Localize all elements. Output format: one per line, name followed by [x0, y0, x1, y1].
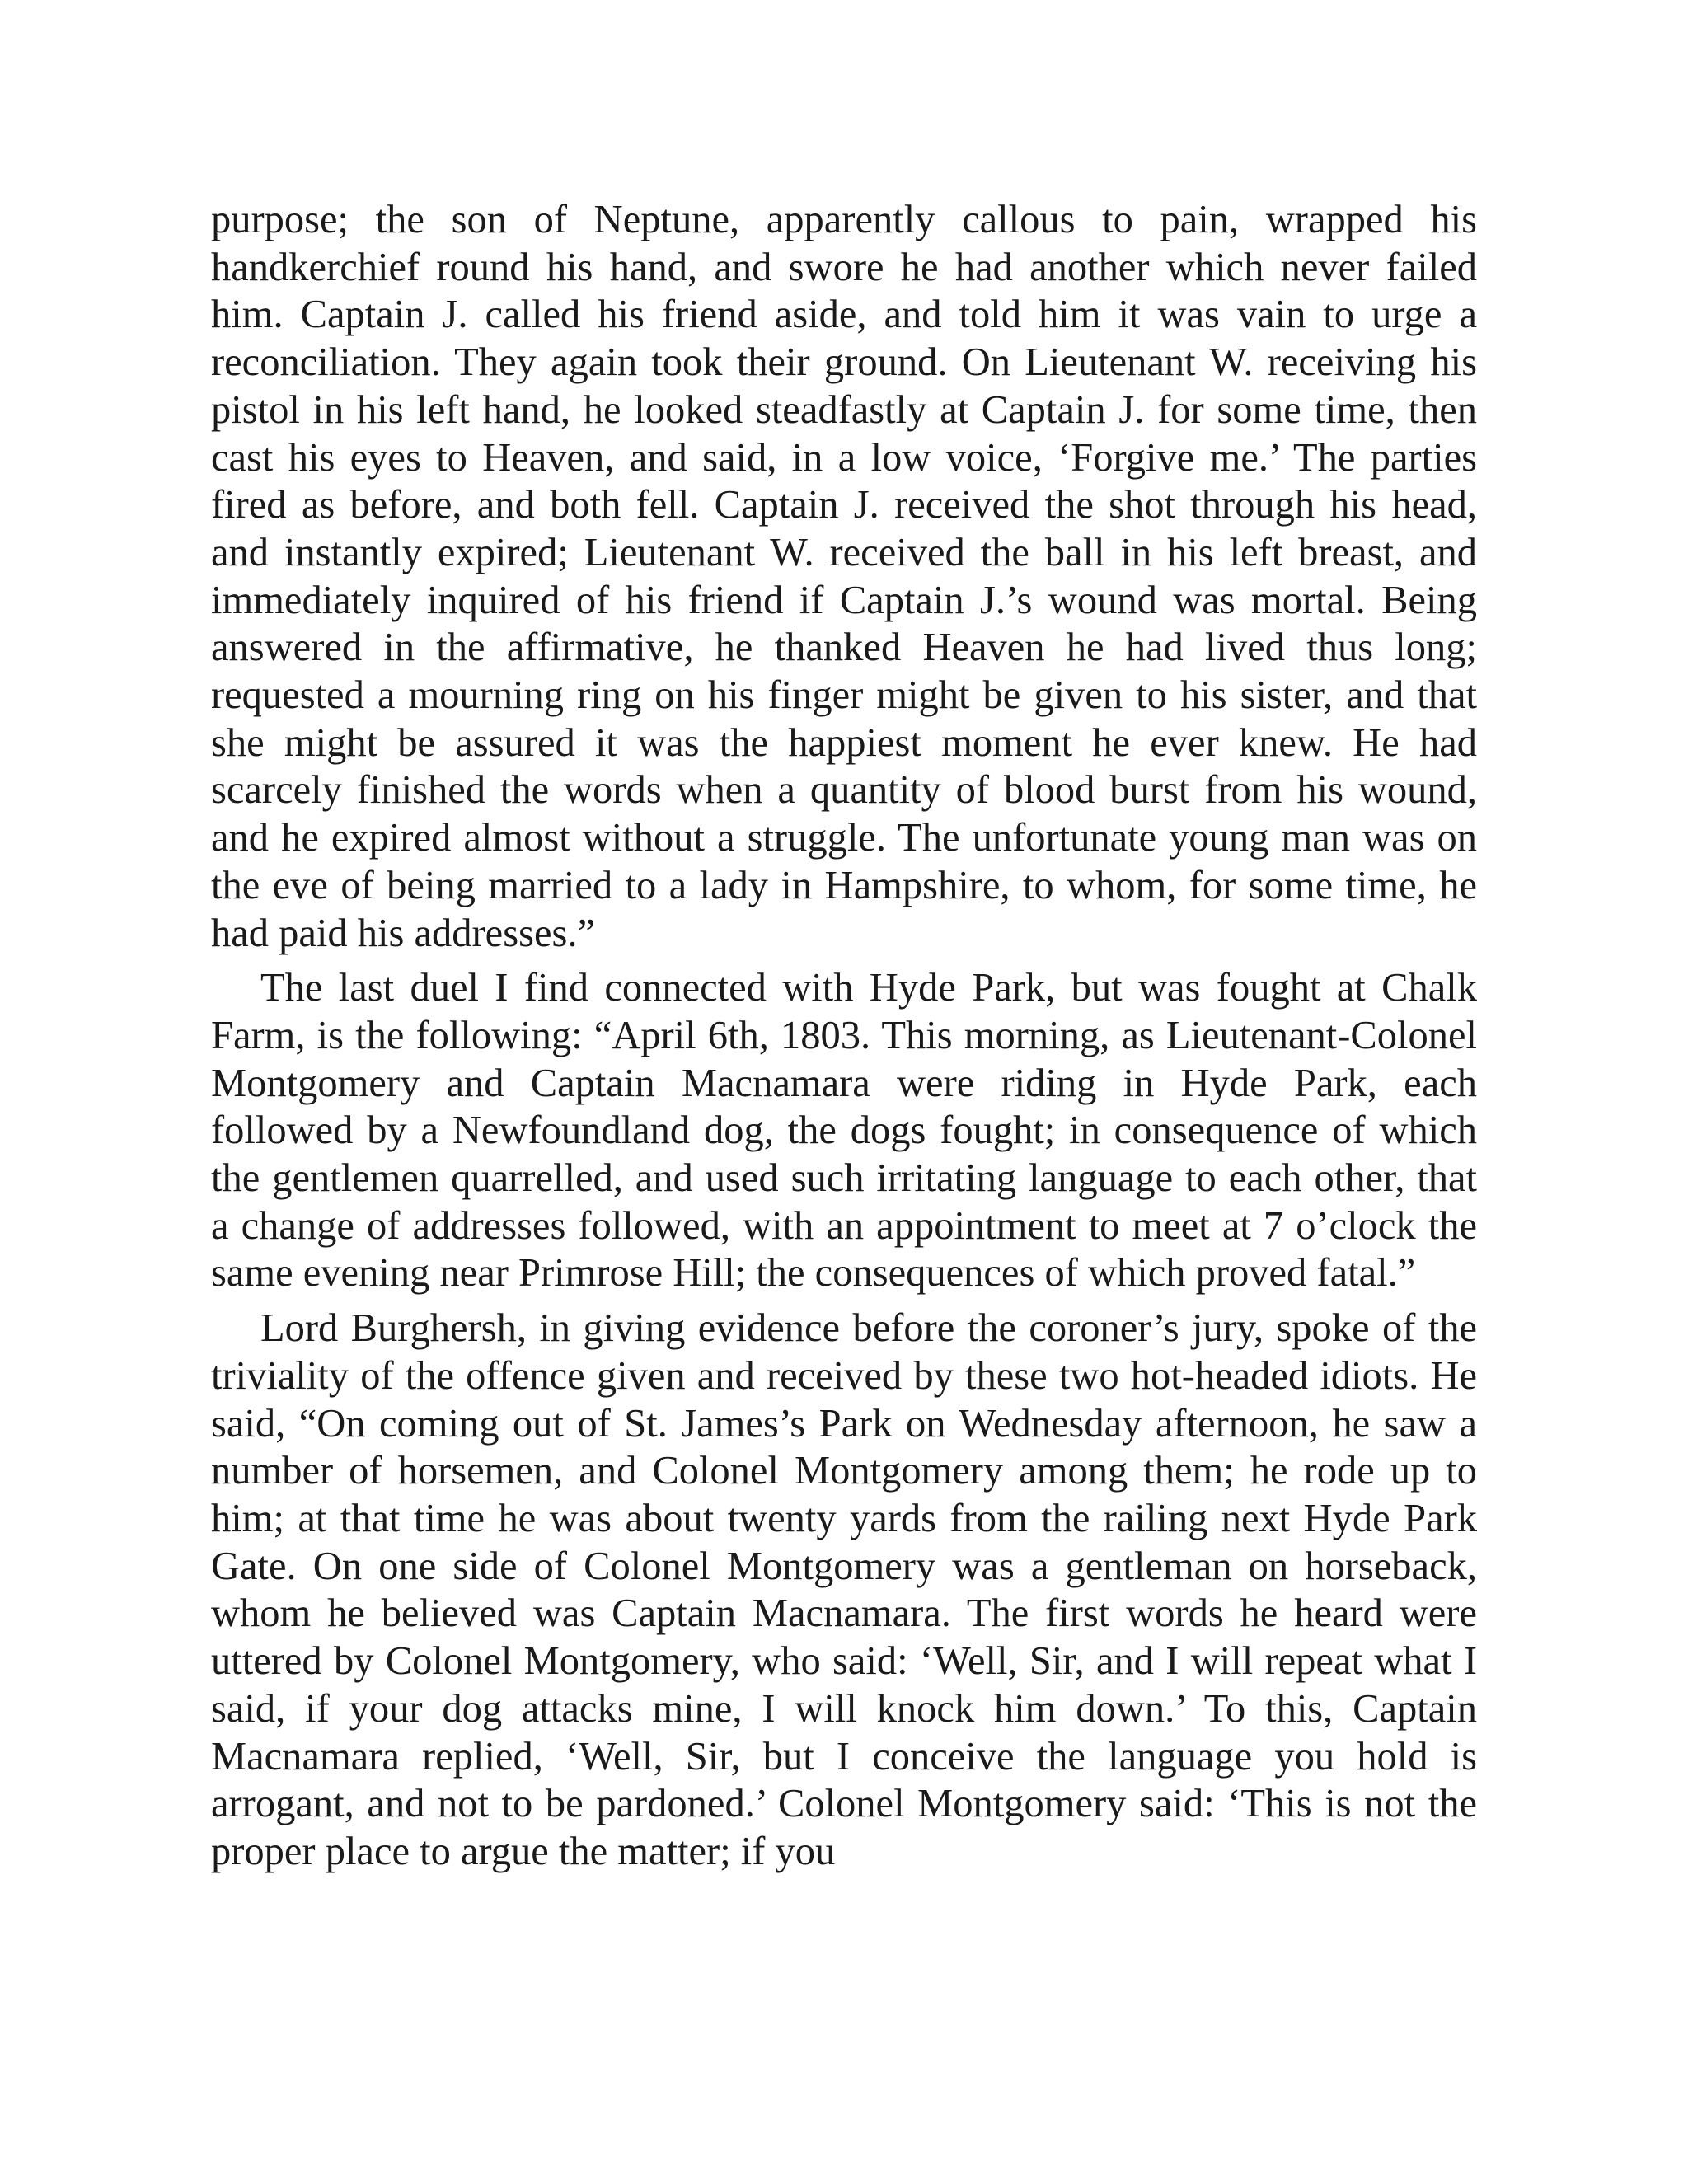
paragraph-continuation: purpose; the son of Neptune, apparently callous to pain, wrapped his handkerchief round his hand, and swore he had another which never failed him. Captain J. called his friend aside, and told him it was vain to urge a reconciliation. They again took their ground. On Lieutenant W. receiving his pistol in his left hand, he looked steadfastly at Captain J. for some time, then cast his eyes to Heaven, and said, in a low voice, ‘Forgive me.’ The parties fired as before, and both fell. Captain J. received the shot through his head, and instantly expired; Lieutenant W. received the ball in his left breast, and immediately inquired of his friend if Captain J.’s wound was mortal. Being answered in the affirmative, he thanked Heaven he had lived thus long; requested a mourning ring on his finger might be given to his sister, and that she might be assured it was the happiest moment he ever knew. He had scarcely finished the words when a quantity of blood burst from his wound, and he expired almost without a struggle. The unfortunate young man was on the eve of being married to a lady in Hampshire, to whom, for some time, he had paid his addresses.” [211, 198, 1477, 955]
paragraph-hyde-park-duel: The last duel I find connected with Hyde Park, but was fought at Chalk Farm, is the following: “April 6th, 1803. This morning, as Lieutenant-Colonel Montgomery and Captain Macnamara were riding in Hyde Park, each followed by a Newfoundland dog, the dogs fought; in consequence of which the gentlemen quarrelled, and used such irritating language to each other, that a change of addresses followed, with an appointment to meet at 7 o’clock the same evening near Primrose Hill; the consequences of which proved fatal.” [211, 966, 1477, 1296]
paragraph-lord-burghersh-evidence: Lord Burghersh, in giving evidence before the coroner’s jury, spoke of the triviality of the offence given and received by these two hot-headed idiots. He said, “On coming out of St. James’s Park on Wednesday afternoon, he saw a number of horsemen, and Colonel Montgomery among them; he rode up to him; at that time he was about twenty yards from the railing next Hyde Park Gate. On one side of Colonel Montgomery was a gentleman on horseback, whom he believed was Captain Macnamara. The first words he heard were uttered by Colonel Montgomery, who said: ‘Well, Sir, and I will repeat what I said, if your dog attacks mine, I will knock him down.’ To this, Captain Macnamara replied, ‘Well, Sir, but I conceive the language you hold is arrogant, and not to be pardoned.’ Colonel Montgomery said: ‘This is not the proper place to argue the matter; if you [211, 1306, 1477, 1873]
body-text [211, 196, 1477, 1876]
